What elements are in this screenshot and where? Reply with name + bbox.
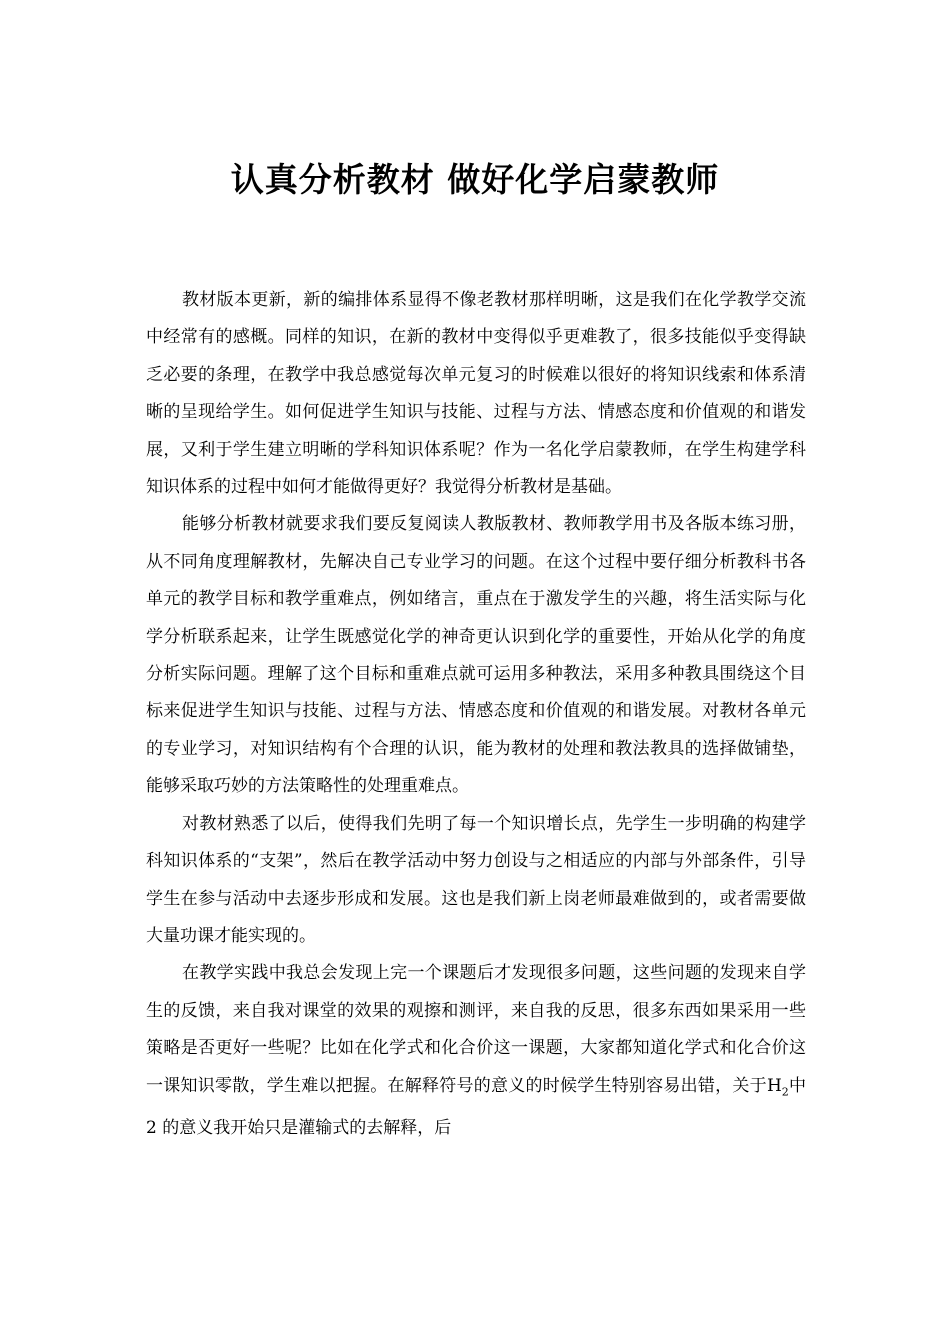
paragraph-3: 对教材熟悉了以后，使得我们先明了每一个知识增长点，先学生一步明确的构建学科知识体系的“支架”，然后在教学活动中努力创设与之相适应的内部与外部条件，引导学生在参与活动中去逐步形成和发展。这也是我们新上岗老师最难做到的，或者需要做大量功课才能实现的。: [146, 813, 806, 946]
paragraph-4-text-before: 在教学实践中我总会发现上完一个课题后才发现很多问题，这些问题的发现来自学生的反馈，来自我对课堂的效果的观擦和测评，来自我的反思，很多东西如果采用一些策略是否更好一些呢？比如在化学式和化合价这一课题，大家都知道化学式和化合价这一课知识零散，学生难以把握。在解释符号的意义的时候学生特别容易出错，关于: [146, 963, 806, 1096]
paragraph-1: 教材版本更新，新的编排体系显得不像老教材那样明晰，这是我们在化学教学交流中经常有的感概。同样的知识，在新的教材中变得似乎更难教了，很多技能似乎变得缺乏必要的条理，在教学中我总感觉每次单元复习的时候难以很好的将知识线索和体系清晰的呈现给学生。如何促进学生知识与技能、过程与方法、情感态度和价值观的和谐发展，又利于学生建立明晰的学科知识体系呢？作为一名化学启蒙教师，在学生构建学科知识体系的过程中如何才能做得更好？我觉得分析教材是基础。: [146, 290, 806, 498]
chemical-formula-h2: [767, 1076, 789, 1096]
formula-subscript: 2: [781, 1084, 789, 1098]
formula-symbol: H: [766, 1075, 782, 1096]
document-body: [146, 282, 806, 1148]
paragraph-4: [146, 955, 806, 1147]
document-title: 认真分析教材 做好化学启蒙教师: [230, 160, 720, 199]
paragraph-4-text-after: 中 2 的意义我开始只是灌输式的去解释，后: [146, 1075, 807, 1139]
paragraph-2: 能够分析教材就要求我们要反复阅读人教版教材、教师教学用书及各版本练习册，从不同角度理解教材，先解决自己专业学习的问题。在这个过程中要仔细分析教科书各单元的教学目标和教学重难点，例如绪言，重点在于激发学生的兴趣，将生活实际与化学分析联系起来，让学生既感觉化学的神奇更认识到化学的重要性，开始从化学的角度分析实际问题。理解了这个目标和重难点就可运用多种教法，采用多种教具围绕这个目标来促进学生知识与技能、过程与方法、情感态度和价值观的和谐发展。对教材各单元的专业学习，对知识结构有个合理的认识，能为教材的处理和教法教具的选择做铺垫，能够采取巧妙的方法策略性的处理重难点。: [146, 514, 806, 797]
